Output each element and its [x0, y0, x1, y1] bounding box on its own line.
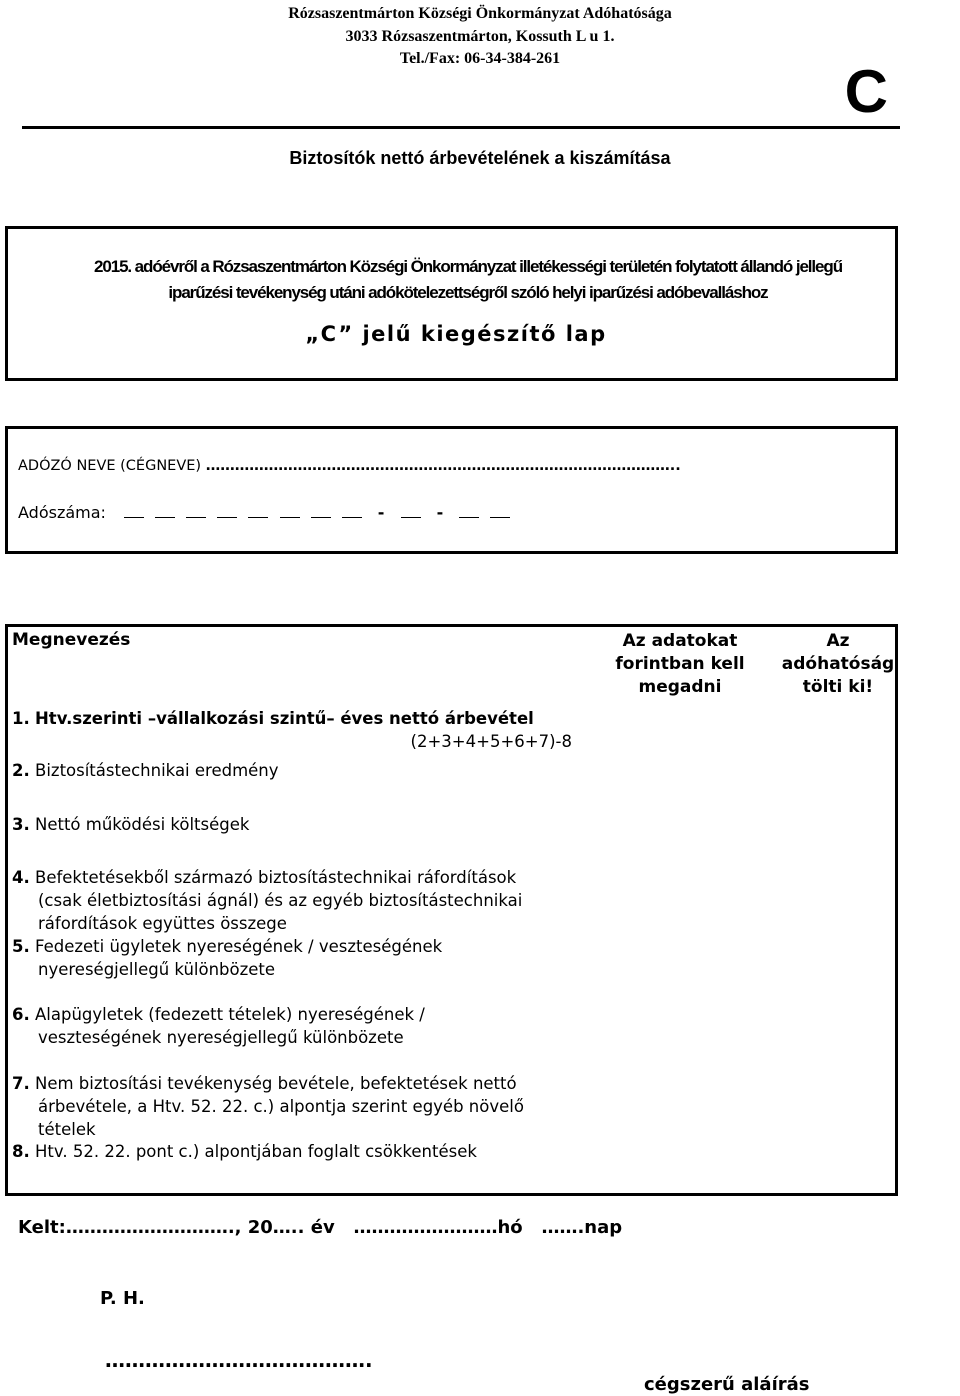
row-text: Nettó működési költségek	[35, 815, 250, 834]
taxnumber-digit[interactable]	[342, 517, 362, 518]
table-row	[12, 707, 572, 753]
intro-line-1: 2015. adóévről a Rózsaszentmárton Községi Önkormányzat illetékességi területén folytatott állandó jellegű	[94, 257, 842, 276]
intro-text	[28, 254, 908, 306]
taxnumber-digit[interactable]	[401, 517, 421, 518]
taxnumber-dash: -	[436, 503, 444, 522]
col-header-authority-line: tölti ki!	[802, 677, 874, 697]
taxnumber-digit[interactable]	[311, 517, 331, 518]
table-row	[12, 866, 582, 935]
row-number: 8.	[12, 1142, 30, 1161]
row-text: Befektetésekből származó biztosítástechnikai ráfordítások	[35, 868, 517, 887]
taxnumber-digit[interactable]	[459, 517, 479, 518]
table-row	[12, 813, 572, 836]
row-number: 5.	[12, 937, 30, 956]
taxnumber-digit[interactable]	[280, 517, 300, 518]
row-text: tételek	[38, 1120, 96, 1139]
form-letter: C	[844, 58, 888, 125]
row-text: Htv.szerinti –vállalkozási szintű– éves nettó árbevétel	[35, 709, 534, 728]
authority-address: 3033 Rózsaszentmárton, Kossuth L u 1.	[345, 28, 615, 45]
taxpayer-name-row	[18, 458, 681, 474]
row-text: (csak életbiztosítási ágnál) és az egyéb biztosítástechnikai	[38, 891, 523, 910]
table-row	[12, 1140, 582, 1163]
row-text: Biztosítástechnikai eredmény	[35, 761, 279, 780]
row-number: 4.	[12, 868, 30, 887]
row-number: 3.	[12, 815, 30, 834]
row-number: 6.	[12, 1005, 30, 1024]
taxnumber-digit[interactable]	[217, 517, 237, 518]
taxnumber-label: Adószáma:	[18, 503, 106, 522]
col-header-amount-line: megadni	[638, 677, 722, 697]
header-rule	[22, 126, 900, 129]
col-header-authority-line: Az adóhatóság	[781, 631, 895, 674]
intro-line-2: iparűzési tevékenység utáni adókötelezettségről szóló helyi iparűzési adóbevalláshoz	[168, 283, 768, 302]
col-header-authority	[780, 630, 896, 699]
taxnumber-digit[interactable]	[186, 517, 206, 518]
table-row	[12, 935, 582, 981]
signature-line[interactable]: ………………………………….	[105, 1348, 373, 1372]
row-number: 2.	[12, 761, 30, 780]
taxnumber-digit[interactable]	[490, 517, 510, 518]
authority-name: Rózsaszentmárton Községi Önkormányzat Adóhatósága	[288, 5, 672, 22]
table-row	[12, 1003, 582, 1049]
signature-label: cégszerű aláírás	[644, 1374, 810, 1395]
taxnumber-row	[18, 503, 513, 522]
col-header-amount-line: forintban kell	[615, 654, 745, 674]
row-text: ráfordítások együttes összege	[38, 914, 287, 933]
row-text: Alapügyletek (fedezett tételek) nyereségének /	[35, 1005, 425, 1024]
taxnumber-digit[interactable]	[124, 517, 144, 518]
taxpayer-box	[5, 426, 898, 554]
page-subtitle: Biztosítók nettó árbevételének a kiszámítása	[289, 148, 671, 168]
row-number: 7.	[12, 1074, 30, 1093]
col-header-name: Megnevezés	[12, 630, 131, 650]
row-text: nyereségjellegű különbözete	[38, 960, 276, 979]
authority-phone: Tel./Fax: 06-34-384-261	[399, 50, 561, 67]
row-text: Htv. 52. 22. pont c.) alpontjában foglalt csökkentések	[35, 1142, 477, 1161]
taxpayer-name-field[interactable]: ……………………………………………………………………………………..	[205, 458, 681, 474]
table-row	[12, 1072, 587, 1141]
row-text: (2+3+4+5+6+7)-8	[410, 732, 572, 751]
col-header-amount-line: Az adatokat	[622, 631, 738, 651]
taxnumber-digit[interactable]	[248, 517, 268, 518]
taxnumber-dash: -	[377, 503, 385, 522]
stamp-placeholder: P. H.	[100, 1288, 145, 1309]
col-header-amount	[590, 630, 770, 699]
table-row	[12, 759, 572, 782]
lap-title: „C” jelű kiegészítő lap	[305, 322, 607, 346]
row-number: 1.	[12, 709, 30, 728]
row-text: Fedezeti ügyletek nyereségének / veszteségének	[35, 937, 443, 956]
taxpayer-name-label: ADÓZÓ NEVE (CÉGNEVE)	[18, 458, 202, 474]
row-text: árbevétele, a Htv. 52. 22. c.) alpontja szerint egyéb növelő	[38, 1097, 524, 1116]
taxnumber-digit[interactable]	[155, 517, 175, 518]
row-text: Nem biztosítási tevékenység bevétele, befektetések nettó	[35, 1074, 517, 1093]
row-text: veszteségének nyereségjellegű különbözete	[38, 1028, 404, 1047]
date-line[interactable]: Kelt:………………………., 20….. év ……………………hó …….nap	[18, 1217, 623, 1238]
